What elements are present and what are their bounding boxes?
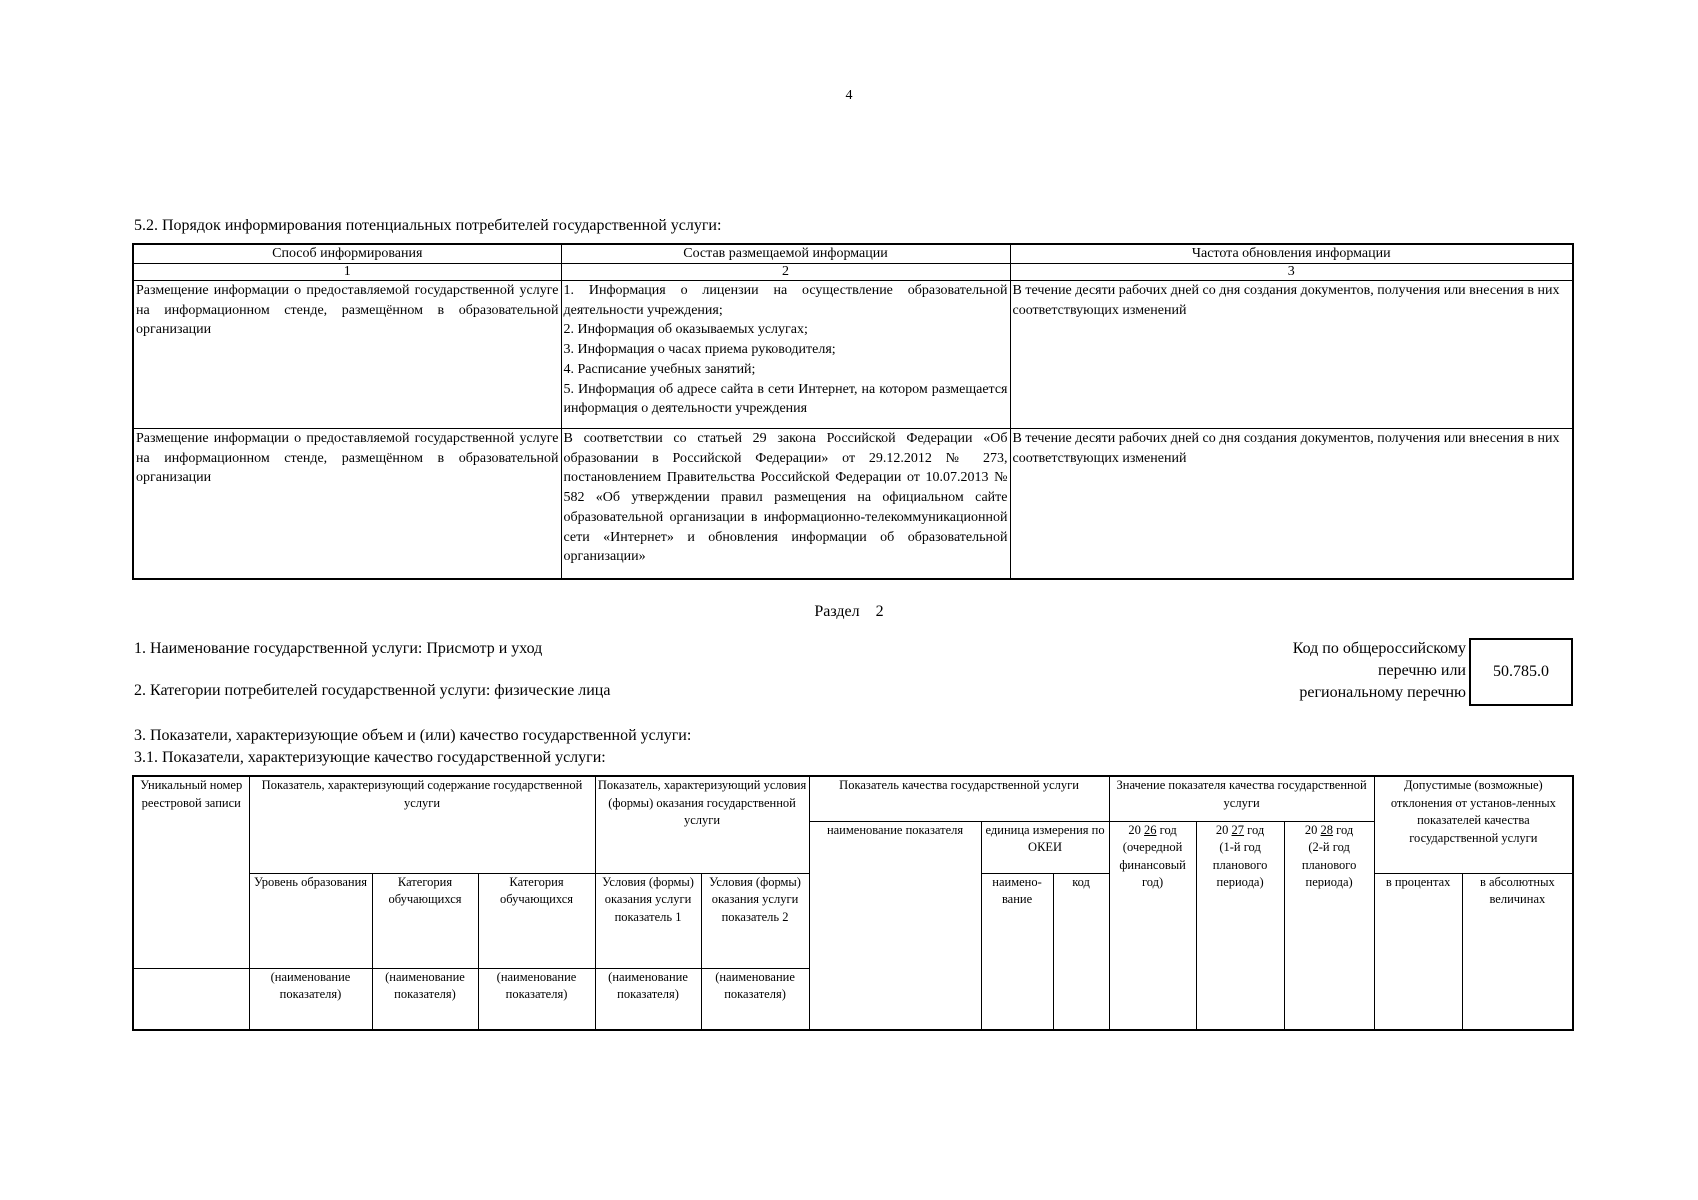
okei-code-header: код bbox=[1053, 873, 1109, 1030]
year-desc: (2-й год планового периода) bbox=[1301, 840, 1357, 889]
content-cell bbox=[561, 429, 1010, 580]
method-cell: Размещение информации о предоставляемой государственной услуге на информационном стенде, размещённом в образовательной организации bbox=[133, 429, 561, 580]
col-number: 2 bbox=[561, 264, 1010, 281]
year-value: 26 bbox=[1144, 822, 1157, 837]
year-desc: (очередной финансовый год) bbox=[1119, 840, 1186, 889]
method-cell: Размещение информации о предоставляемой государственной услуге на информационном стенде, размещённом в образовательной организации bbox=[133, 281, 561, 429]
section-heading bbox=[0, 603, 1698, 621]
col-number: 3 bbox=[1010, 264, 1573, 281]
header-method: Способ информирования bbox=[133, 244, 561, 264]
unique-number-header: Уникальный номер реестровой записи bbox=[133, 776, 249, 968]
code-value: 50.785.0 bbox=[1493, 663, 1549, 680]
table-header-row bbox=[133, 244, 1573, 264]
education-level-header: Уровень образования bbox=[249, 873, 372, 968]
empty-cell bbox=[133, 968, 249, 1030]
content-cell bbox=[561, 281, 1010, 429]
okei-header: единица измерения по ОКЕИ bbox=[981, 821, 1109, 873]
indicator-name-cell: (наименование показателя) bbox=[249, 968, 372, 1030]
indicator-name-cell: (наименование показателя) bbox=[595, 968, 701, 1030]
code-label-line: Код по общероссийскому bbox=[1292, 640, 1466, 657]
header-content: Состав размещаемой информации bbox=[561, 244, 1010, 264]
student-category-header: Категория обучающихся bbox=[372, 873, 478, 968]
quality-indicators-table bbox=[132, 775, 1574, 1031]
content-line: 1. Информация о лицензии на осуществление образовательной деятельности учреждения; bbox=[563, 283, 1008, 318]
content-group-header: Показатель, характеризующий содержание государственной услуги bbox=[249, 776, 595, 873]
service-name: 1. Наименование государственной услуги: Присмотр и уход bbox=[134, 640, 543, 657]
indicator-name-cell: (наименование показателя) bbox=[701, 968, 809, 1030]
year-prefix: 20 bbox=[1215, 822, 1229, 837]
year-prefix: 20 bbox=[1304, 822, 1318, 837]
year-prefix: 20 bbox=[1128, 822, 1141, 837]
table-row bbox=[133, 281, 1573, 429]
informing-table bbox=[132, 243, 1574, 580]
content-line: В соответствии со статьей 29 закона Российской Федерации «Об образовании в Российской Федерации» от 29.12.2012 № 273, постановлением Правительства Российской Федерации от 10.07.2013 № 582 «Об утверждении правил размещения на официальном сайте образовательной организации в информационно-телекоммуникационной сети «Интернет» и обновления информации об образовательной организации» bbox=[563, 431, 1008, 565]
col-number: 1 bbox=[133, 264, 561, 281]
deviation-group-header: Допустимые (возможные) отклонения от установ-ленных показателей качества государственной услуги bbox=[1374, 776, 1573, 873]
content-line: 2. Информация об оказываемых услугах; bbox=[563, 322, 808, 338]
content-line: 3. Информация о часах приема руководителя; bbox=[563, 342, 836, 358]
code-label-line: перечню или bbox=[1377, 662, 1466, 679]
table-row bbox=[133, 429, 1573, 580]
content-line: 4. Расписание учебных занятий; bbox=[563, 361, 756, 377]
year-value: 27 bbox=[1231, 822, 1245, 837]
student-category-header: Категория обучающихся bbox=[478, 873, 595, 968]
year-1-header bbox=[1109, 821, 1196, 1030]
consumer-categories: 2. Категории потребителей государственной услуги: физические лица bbox=[134, 682, 611, 699]
table-number-row bbox=[133, 264, 1573, 281]
deviation-percent-header: в процентах bbox=[1374, 873, 1462, 1030]
table-header-row bbox=[133, 776, 1573, 821]
indicators-heading: 3. Показатели, характеризующие объем и (или) качество государственной услуги: bbox=[134, 727, 692, 744]
code-label-line: региональному перечню bbox=[1299, 684, 1466, 701]
indicator-name-cell: (наименование показателя) bbox=[478, 968, 595, 1030]
condition-1-header: Условия (формы) оказания услуги показатель 1 bbox=[595, 873, 701, 968]
quality-group-header: Показатель качества государственной услуги bbox=[809, 776, 1109, 821]
value-group-header: Значение показателя качества государственной услуги bbox=[1109, 776, 1374, 821]
content-line: 5. Информация об адресе сайта в сети Интернет, на котором размещается информация о деятельности учреждения bbox=[563, 381, 1008, 417]
year-word: год bbox=[1247, 822, 1265, 837]
frequency-cell: В течение десяти рабочих дней со дня создания документов, получения или внесения в них соответствующих изменений bbox=[1010, 429, 1573, 580]
deviation-absolute-header: в абсолютных величинах bbox=[1462, 873, 1573, 1030]
code-value-box bbox=[1469, 638, 1573, 706]
quality-indicators-heading: 3.1. Показатели, характеризующие качество государственной услуги: bbox=[134, 749, 606, 766]
code-label bbox=[1293, 638, 1466, 704]
year-value: 28 bbox=[1320, 822, 1334, 837]
year-word: год bbox=[1336, 822, 1354, 837]
page-number: 4 bbox=[845, 88, 853, 103]
section-label: Раздел bbox=[814, 603, 860, 620]
year-3-header bbox=[1284, 821, 1374, 1030]
year-word: год bbox=[1159, 822, 1177, 837]
indicator-name-cell: (наименование показателя) bbox=[372, 968, 478, 1030]
condition-2-header: Условия (формы) оказания услуги показатель 2 bbox=[701, 873, 809, 968]
frequency-cell: В течение десяти рабочих дней со дня создания документов, получения или внесения в них соответствующих изменений bbox=[1010, 281, 1573, 429]
okei-name-header: наимено-вание bbox=[981, 873, 1053, 1030]
year-desc: (1-й год планового периода) bbox=[1212, 840, 1268, 889]
section-number: 2 bbox=[875, 603, 884, 620]
conditions-group-header: Показатель, характеризующий условия (формы) оказания государственной услуги bbox=[595, 776, 809, 873]
year-2-header bbox=[1196, 821, 1284, 1030]
indicator-name-header: наименование показателя bbox=[809, 821, 981, 1030]
section-5-2-title: 5.2. Порядок информирования потенциальных потребителей государственной услуги: bbox=[134, 217, 722, 234]
header-frequency: Частота обновления информации bbox=[1010, 244, 1573, 264]
